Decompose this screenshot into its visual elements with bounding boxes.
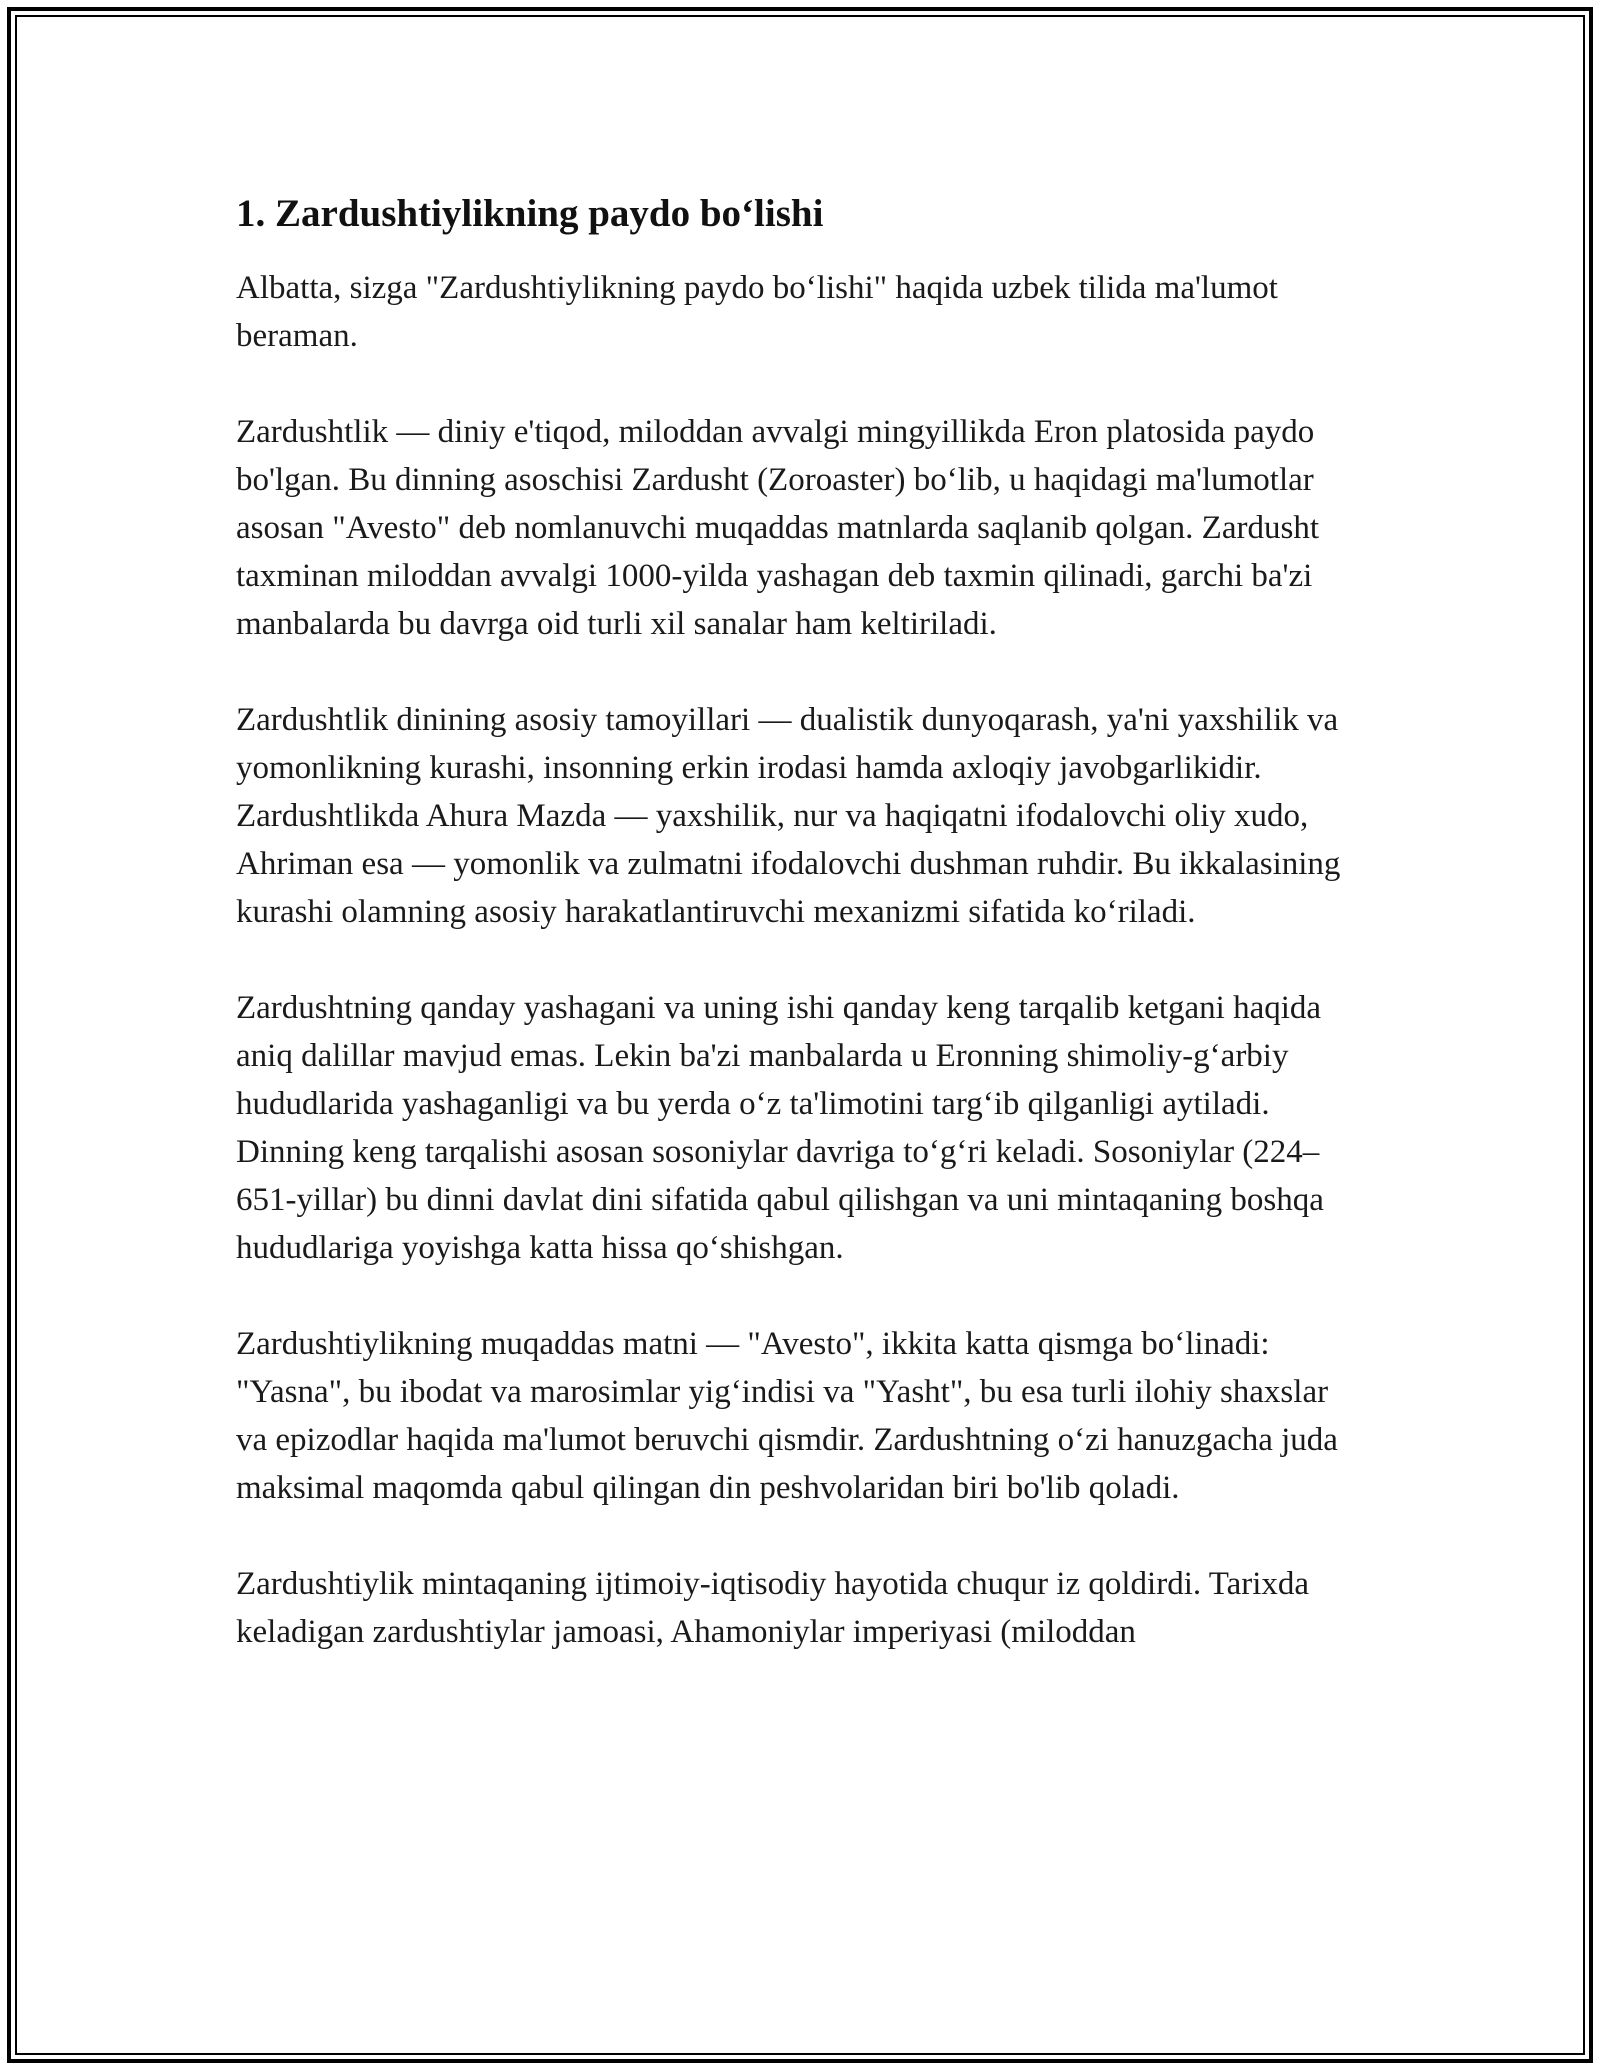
paragraph-spread: Zardushtning qanday yashagani va uning ishi qanday keng tarqalib ketgani haqida aniq dalillar mavjud emas. Lekin ba'zi manbalarda u Eronning shimoliy-g‘arbiy hududlarida yashaganligi va bu yerda o‘z ta'limotini targ‘ib qilganligi aytiladi. Dinning keng tarqalishi asosan sosoniylar davriga to‘g‘ri keladi. Sosoniylar (224–651-yillar) bu dinni davlat dini sifatida qabul qilishgan va uni mintaqaning boshqa hududlariga yoyishga katta hissa qo‘shishgan. [236,990,1324,1266]
paragraph-legacy: Zardushtiylik mintaqaning ijtimoiy-iqtisodiy hayotida chuqur iz qoldirdi. Tarixda keladigan zardushtiylar jamoasi, Ahamoniylar imperiyasi (miloddan [236,1566,1310,1650]
document-body [236,188,1366,1704]
paragraph-avesto: Zardushtiylikning muqaddas matni — "Avesto", ikkita katta qismga bo‘linadi: "Yasna", bu ibodat va marosimlar yig‘indisi va "Yasht", bu esa turli ilohiy shaxslar va epizodlar haqida ma'lumot beruvchi qismdir. Zardushtning o‘zi hanuzgacha juda maksimal maqomda qabul qilingan din peshvolaridan biri bo'lib qoladi. [236,1326,1338,1506]
page-title: 1. Zardushtiylikning paydo bo‘lishi [236,192,824,235]
paragraph-principles: Zardushtlik dinining asosiy tamoyillari — dualistik dunyoqarash, ya'ni yaxshilik va yomonlikning kurashi, insonning erkin irodasi hamda axloqiy javobgarlikidir. Zardushtlikda Ahura Mazda — yaxshilik, nur va haqiqatni ifodalovchi oliy xudo, Ahriman esa — yomonlik va zulmatni ifodalovchi dushman ruhdir. Bu ikkalasining kurashi olamning asosiy harakatlantiruvchi mexanizmi sifatida ko‘riladi. [236,702,1341,930]
paragraph-intro: Albatta, sizga "Zardushtiylikning paydo bo‘lishi" haqida uzbek tilida ma'lumot beraman. [236,270,1278,354]
paragraph-origin: Zardushtlik — diniy e'tiqod, miloddan avvalgi mingyillikda Eron platosida paydo bo'lgan. Bu dinning asoschisi Zardusht (Zoroaster) bo‘lib, u haqidagi ma'lumotlar asosan "Avesto" deb nomlanuvchi muqaddas matnlarda saqlanib qolgan. Zardusht taxminan miloddan avvalgi 1000-yilda yashagan deb taxmin qilinadi, garchi ba'zi manbalarda bu davrga oid turli xil sanalar ham keltiriladi. [236,414,1319,642]
